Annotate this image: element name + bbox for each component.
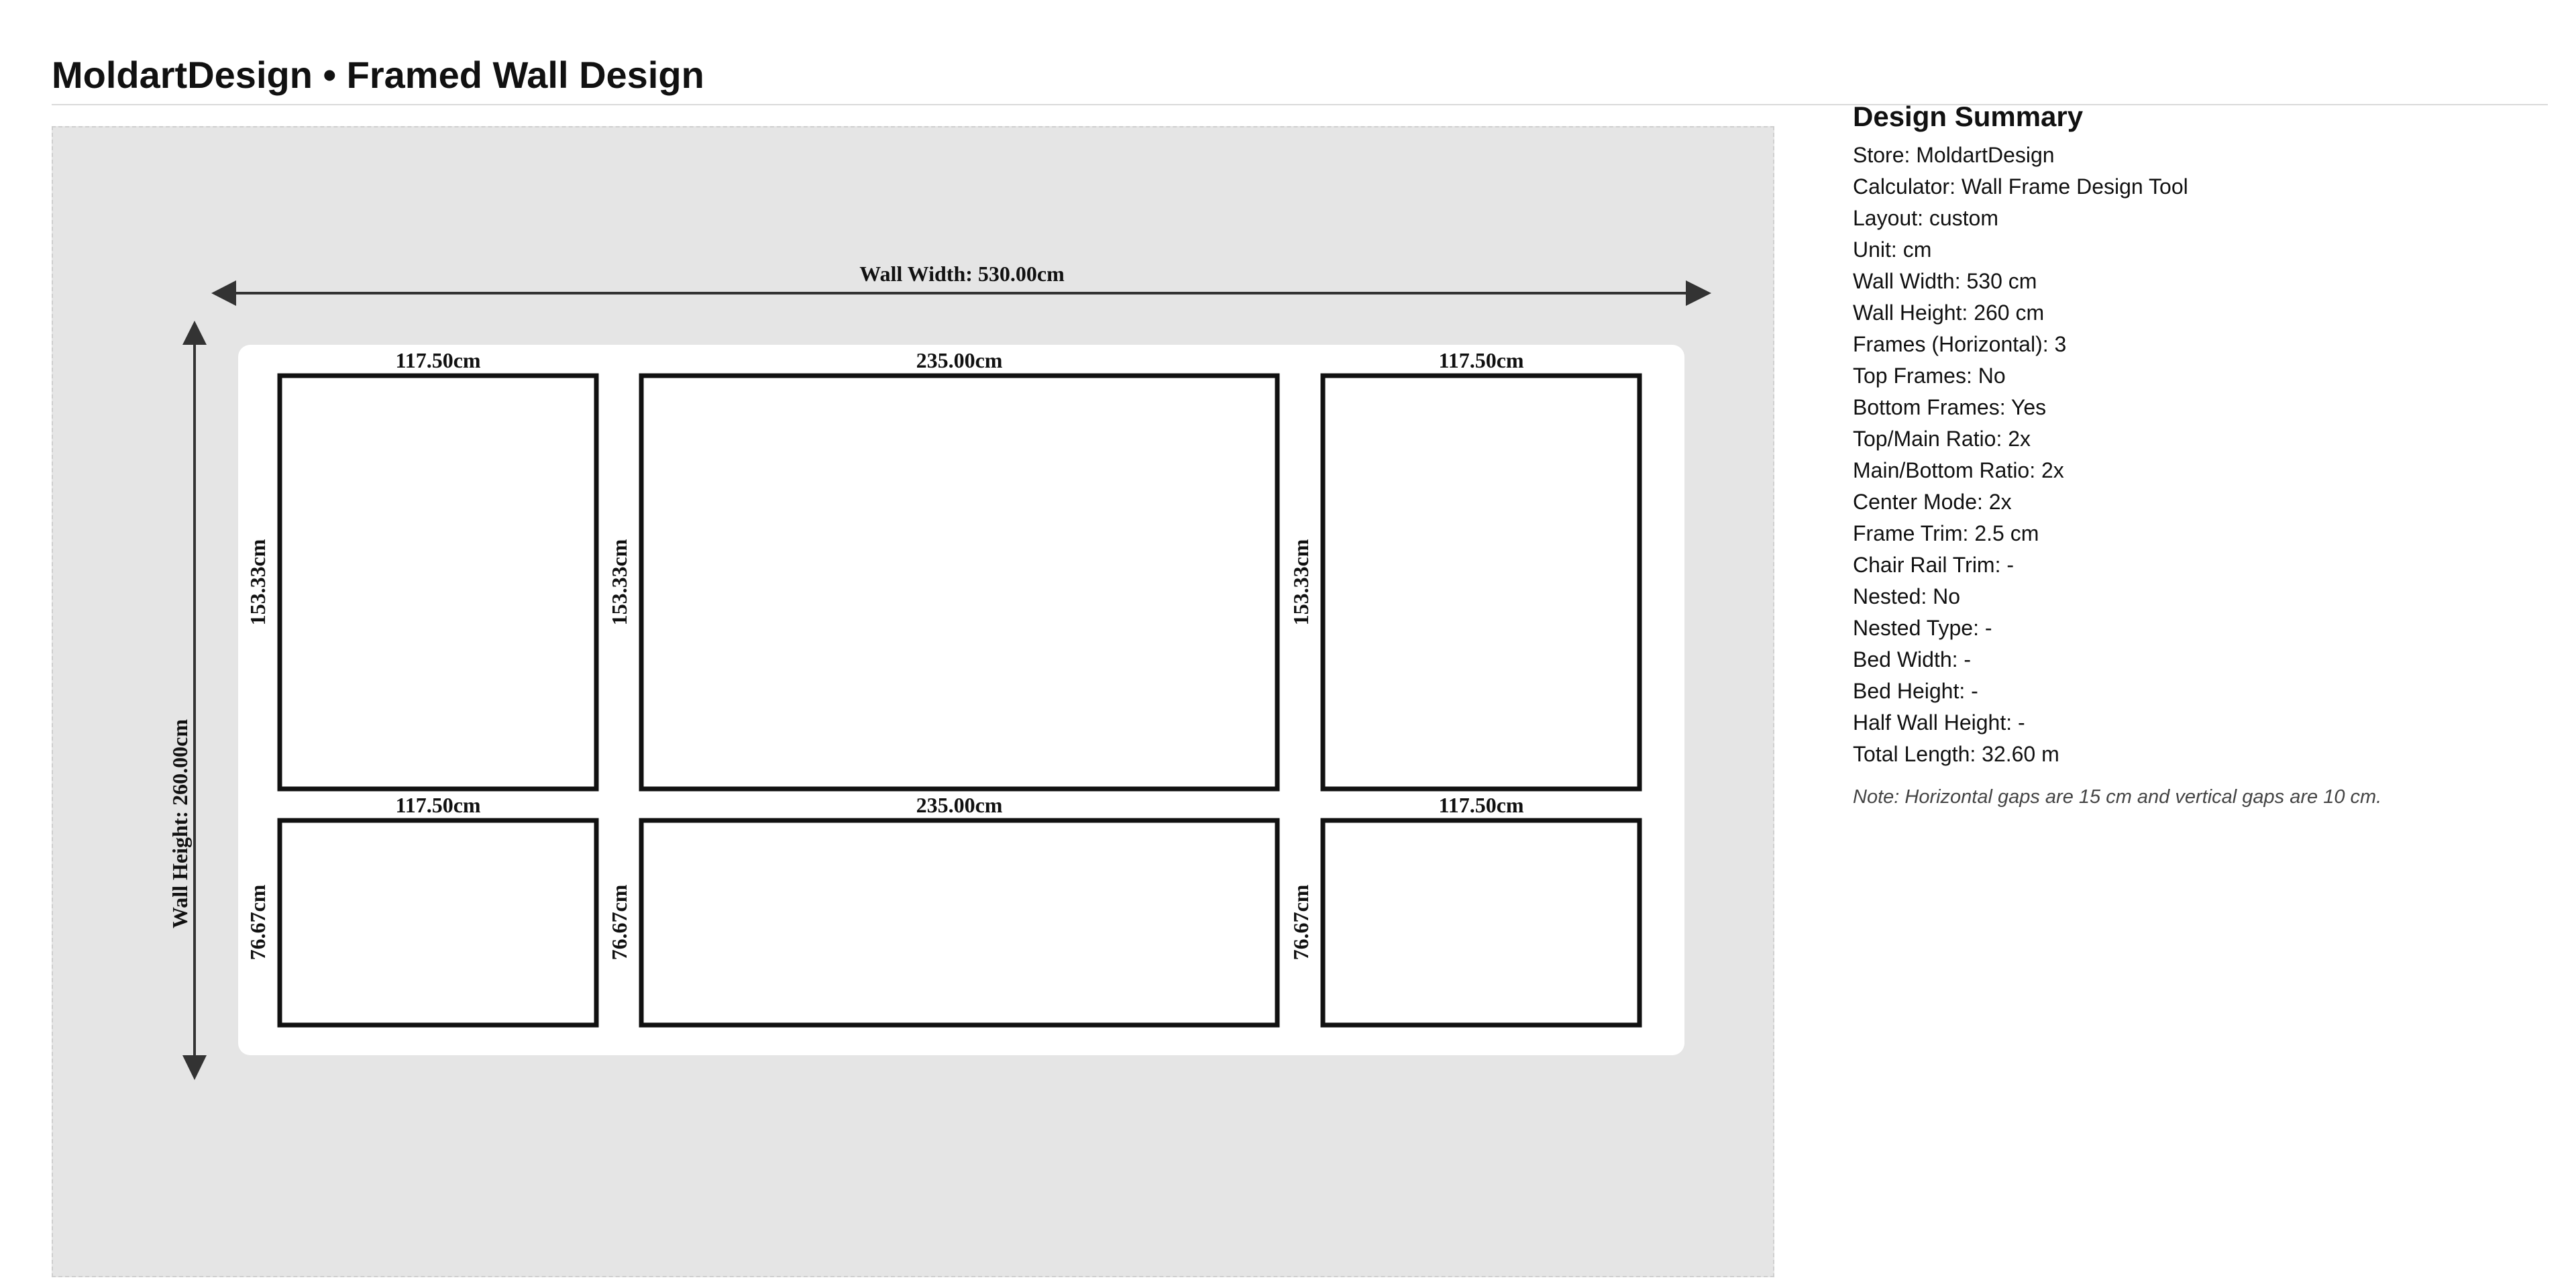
- design-summary-panel: [1853, 97, 2524, 810]
- summary-list: [1853, 140, 2524, 770]
- summary-bed-width: Bed Width: -: [1853, 647, 1972, 672]
- bottom-frame-left: [280, 820, 596, 1025]
- summary-calculator: Calculator: Wall Frame Design Tool: [1853, 174, 2188, 199]
- bottom-frame-left-width-label: 117.50cm: [395, 793, 481, 817]
- summary-wall-height: Wall Height: 260 cm: [1853, 301, 2045, 325]
- wall-width-arrow-left: [211, 280, 236, 306]
- summary-top-frames: Top Frames: No: [1853, 364, 2006, 388]
- page-title: MoldartDesign • Framed Wall Design: [52, 54, 704, 96]
- main-frame-left: [280, 376, 596, 789]
- bottom-frame-right-width-label: 117.50cm: [1438, 793, 1524, 817]
- summary-half-wall-height: Half Wall Height: -: [1853, 710, 2025, 735]
- wall-height-arrow-top: [182, 321, 207, 345]
- main-frame-left-height-label: 153.33cm: [246, 539, 270, 626]
- design-canvas: [52, 126, 1774, 1277]
- summary-frames-horizontal: Frames (Horizontal): 3: [1853, 332, 2067, 356]
- wall-width-label: Wall Width: 530.00cm: [859, 262, 1065, 286]
- summary-frame-trim: Frame Trim: 2.5 cm: [1853, 521, 2039, 545]
- main-frame-right: [1323, 376, 1640, 789]
- wall-height-label: Wall Height: 260.00cm: [168, 719, 192, 928]
- wall-height-arrow-bottom: [182, 1055, 207, 1080]
- wall-width-arrow-right: [1686, 280, 1711, 306]
- summary-top-main-ratio: Top/Main Ratio: 2x: [1853, 427, 2031, 451]
- summary-heading: Design Summary: [1853, 101, 2084, 132]
- summary-store: Store: MoldartDesign: [1853, 143, 2055, 167]
- summary-unit: Unit: cm: [1853, 237, 1932, 262]
- main-frame-right-width-label: 117.50cm: [1438, 348, 1524, 372]
- summary-wall-width: Wall Width: 530 cm: [1853, 269, 2037, 293]
- main-frame-center-width-label: 235.00cm: [916, 348, 1003, 372]
- bottom-frame-left-height-label: 76.67cm: [246, 884, 270, 961]
- main-frame-center-height-label: 153.33cm: [607, 539, 631, 626]
- bottom-frame-center-height-label: 76.67cm: [607, 884, 631, 961]
- summary-main-bottom-ratio: Main/Bottom Ratio: 2x: [1853, 458, 2064, 482]
- summary-chair-rail-trim: Chair Rail Trim: -: [1853, 553, 2015, 577]
- bottom-frame-right-height-label: 76.67cm: [1289, 884, 1313, 961]
- bottom-frame-right: [1323, 820, 1640, 1025]
- summary-bed-height: Bed Height: -: [1853, 679, 1978, 703]
- main-frame-right-height-label: 153.33cm: [1289, 539, 1313, 626]
- summary-center-mode: Center Mode: 2x: [1853, 490, 2012, 514]
- summary-bottom-frames: Bottom Frames: Yes: [1853, 395, 2047, 419]
- summary-layout: Layout: custom: [1853, 206, 1998, 230]
- bottom-frame-center: [641, 820, 1277, 1025]
- bottom-frame-center-width-label: 235.00cm: [916, 793, 1003, 817]
- main-frame-left-width-label: 117.50cm: [395, 348, 481, 372]
- summary-total-length: Total Length: 32.60 m: [1853, 742, 2059, 766]
- summary-nested: Nested: No: [1853, 584, 1961, 608]
- gap-note: Note: Horizontal gaps are 15 cm and vertical gaps are 10 cm.: [1853, 786, 2382, 808]
- main-frame-center: [641, 376, 1277, 789]
- summary-nested-type: Nested Type: -: [1853, 616, 1992, 640]
